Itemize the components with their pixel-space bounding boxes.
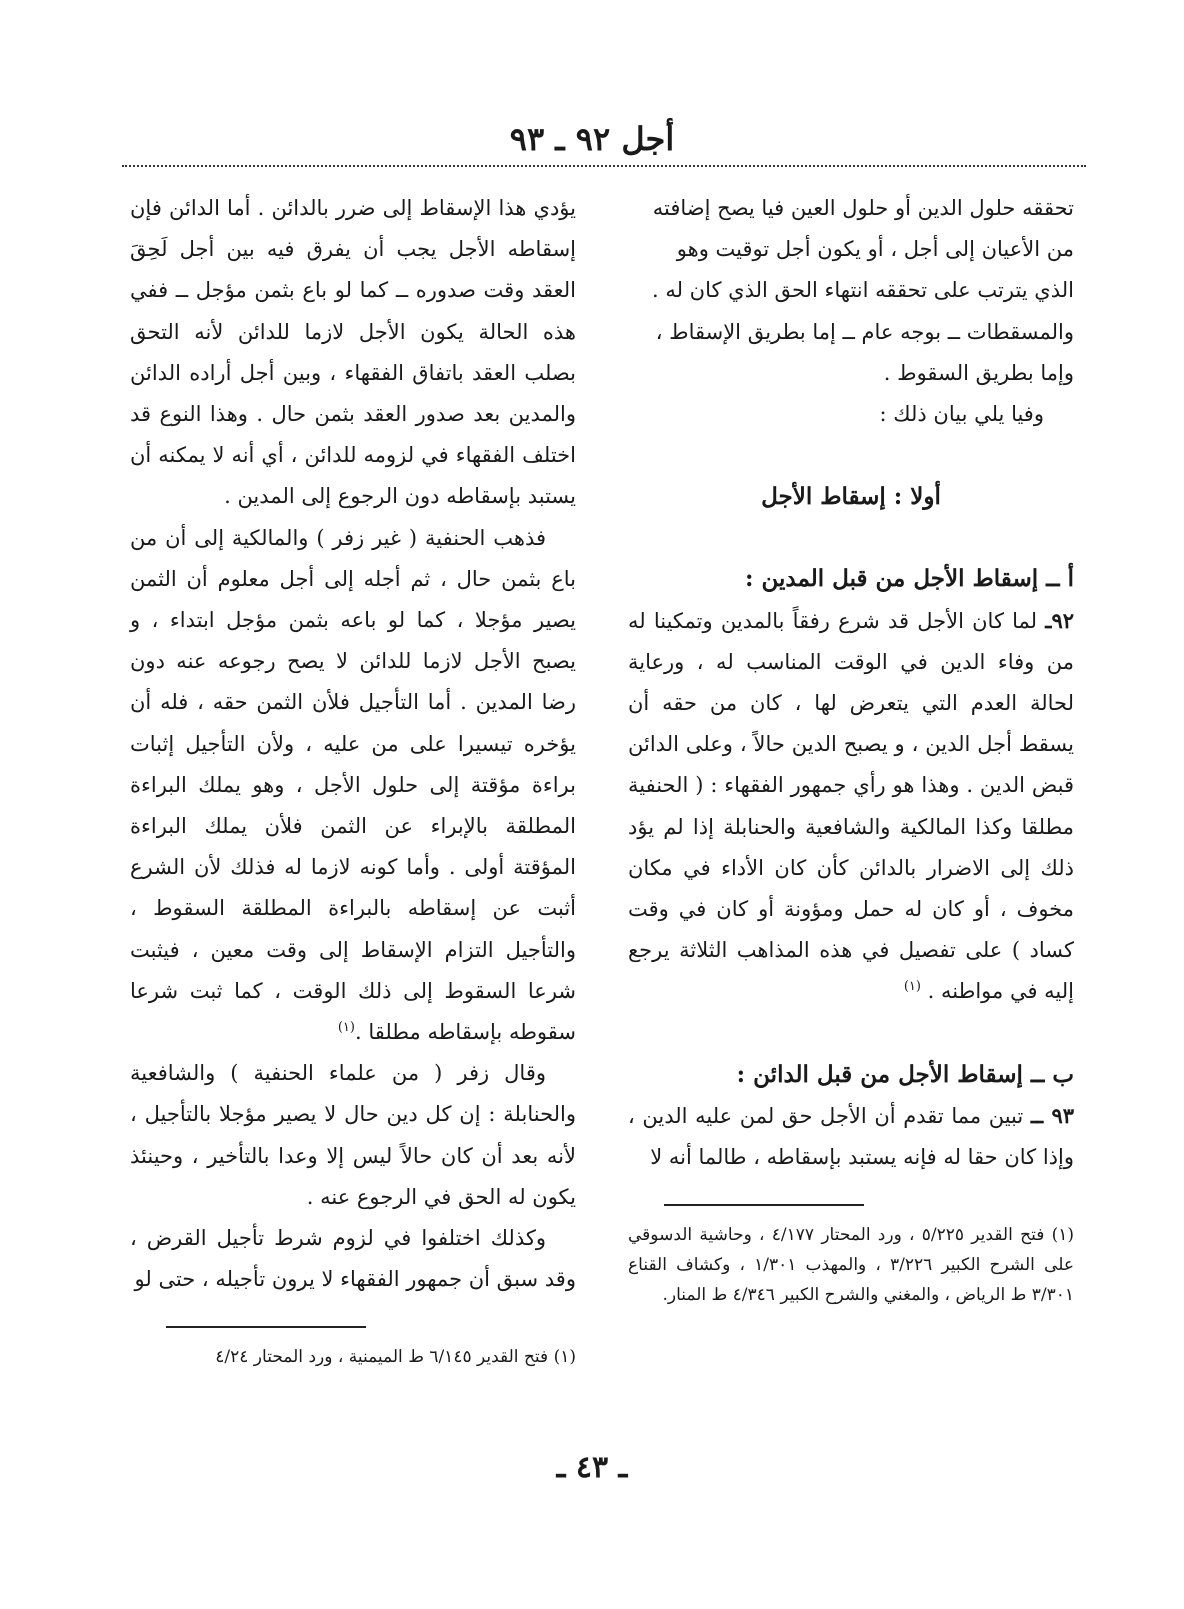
- page-number: ـ ٤٣ ـ: [556, 1450, 628, 1485]
- footnote-divider: [664, 1204, 864, 1206]
- subsection-b-title: ب ــ إسقاط الأجل من قبل الدائن :: [736, 1060, 1074, 1088]
- footnote-divider: [166, 1326, 366, 1328]
- footnote-ref: (١): [337, 1020, 355, 1036]
- intro-line-3: الذي يترتب على تحققه انتهاء الحق الذي كان له .: [651, 278, 1074, 303]
- left-paragraph-3: وقال زفر ( من علماء الحنفية ) والشافعية والحنابلة : إن كل دين حال لا يصير مؤجلا بالتأجيل ، لأنه بعد أن كان حالاً ليس إلا وعدا بالتأخير ، وحينئذ يكون له الحق في الرجوع عنه .: [130, 1061, 576, 1209]
- paragraph-93-number: ٩٣ ــ: [1030, 1102, 1074, 1128]
- left-paragraph-1: يؤدي هذا الإسقاط إلى ضرر بالدائن . أما الدائن فإن إسقاطه الأجل يجب أن يفرق فيه بين أجل لَحِقَ العقد وقت صدوره ــ كما لو باع بثمن مؤجل ــ ففي هذه الحالة يكون الأجل لازما للدائن لأنه التحق بصلب العقد باتفاق الفقهاء ، وبين أجل أراده الدائن والمدين بعد صدور العقد بثمن حال . وهذا النوع قد اختلف الفقهاء في لزومه للدائن ، أي أنه لا يمكنه أن يستبد بإسقاطه دون الرجوع إلى المدين .: [130, 196, 576, 509]
- footnote-right: (١) فتح القدير ٥/٢٢٥ ، ورد المحتار ٤/١٧٧ ، وحاشية الدسوقي على الشرح الكبير ٣/٢٢٦ ، والمهذب ١/٣٠١ ، وكشاف القناع ٣/٣٠١ ط الرياض ، والمغني والشرح الكبير ٤/٣٤٦ ط المنار.: [628, 1225, 1074, 1306]
- intro-line-4: والمسقطات ــ بوجه عام ــ إما بطريق الإسقاط ،: [655, 319, 1074, 344]
- left-column: [130, 188, 576, 1372]
- intro-follow: وفيا يلي بيان ذلك :: [879, 402, 1044, 427]
- section-title: أولا : إسقاط الأجل: [761, 483, 941, 511]
- paragraph-93-text: تبين مما تقدم أن الأجل حق لمن عليه الدين ، وإذا كان حقا له فإنه يستبد بإسقاطه ، طالما أنه لا: [628, 1103, 1074, 1170]
- left-paragraph-2-text: فذهب الحنفية ( غير زفر ) والمالكية إلى أن من باع بثمن حال ، ثم أجله إلى أجل معلوم أن الثمن يصير مؤجلا ، كما لو باعه بثمن مؤجل ابتداء ، و يصبح الأجل لازما للدائن لا يصح رجوعه عنه دون رضا المدين . أما التأجيل فلأن الثمن حقه ، فله أن يؤخره تيسيرا على من عليه ، ولأن التأجيل إثبات براءة مؤقتة إلى حلول الأجل ، وهو يملك البراءة المطلقة بالإبراء عن الثمن فلأن يملك البراءة المؤقتة أولى . وأما كونه لازما له فذلك لأن الشرع أثبت عن إسقاطه بالبراءة المطلقة السقوط ، والتأجيل التزام الإسقاط إلى وقت معين ، فيثبت شرعا السقوط إلى ذلك الوقت ، كما ثبت شرعا سقوطه بإسقاطه مطلقا .: [130, 525, 576, 1045]
- paragraph-92: [628, 600, 1074, 1013]
- footnote-ref: (١): [903, 979, 921, 995]
- intro-line-5: وإما بطريق السقوط .: [883, 360, 1074, 385]
- subsection-a-title: أ ــ إسقاط الأجل من قبل المدين :: [745, 565, 1074, 593]
- paragraph-92-number: ٩٢ـ: [1045, 607, 1074, 633]
- paragraph-93: [628, 1095, 1074, 1178]
- paragraph-92-text: لما كان الأجل قد شرع رفقاً بالمدين وتمكينا له من وفاء الدين في الوقت المناسب له ، ورعاية لحالة العدم التي يتعرض لها ، كان من حقه أن يسقط أجل الدين ، و يصبح الدين حالاً ، وعلى الدائن قبض الدين . وهذا هو رأي جمهور الفقهاء : ( الحنفية مطلقا وكذا المالكية والشافعية والحنابلة إذا لم يؤد ذلك إلى الاضرار بالدائن كأن كان الأداء في مكان مخوف ، أو كان له حمل ومؤونة أو كان في وقت كساد ) على تفصيل في هذه المذاهب الثلاثة يرجع إليه في مواطنه .: [628, 608, 1074, 1004]
- intro-line-2: من الأعيان إلى أجل ، أو يكون أجل توقيت وهو: [676, 237, 1074, 262]
- page-header: أجل ٩٢ ـ ٩٣: [509, 120, 675, 158]
- left-paragraph-2: [130, 518, 576, 1054]
- footnote-left: (١) فتح القدير ٦/١٤٥ ط الميمنية ، ورد المحتار ٤/٢٤: [215, 1347, 576, 1368]
- header-divider: [122, 165, 1086, 167]
- left-paragraph-4: وكذلك اختلفوا في لزوم شرط تأجيل القرض ، وقد سبق أن جمهور الفقهاء لا يرون تأجيله ، حتى لو: [130, 1226, 576, 1292]
- right-column: [628, 188, 1074, 1310]
- intro-line-1: تحققه حلول الدين أو حلول العين فيا يصح إضافته: [652, 196, 1074, 220]
